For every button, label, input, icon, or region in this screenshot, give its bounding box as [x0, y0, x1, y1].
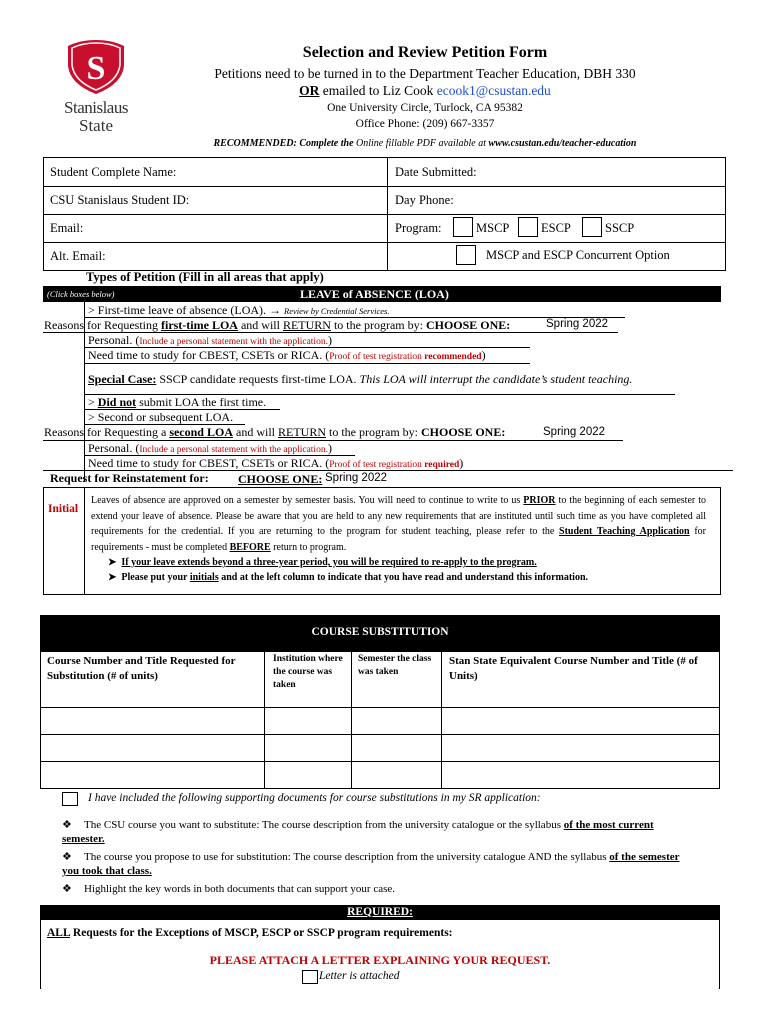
date-submitted-field[interactable]: Date Submitted:	[395, 165, 477, 179]
doc-item-1: ❖ The CSU course you want to substitute: The course description from the university catalogue or the syllabus of the most current semester.	[62, 819, 654, 845]
types-title: Types of Petition (Fill in all areas that apply)	[86, 270, 324, 284]
arrow-right-icon: →	[269, 303, 282, 317]
sscp-checkbox[interactable]	[582, 217, 602, 237]
concurrent-checkbox[interactable]	[456, 245, 476, 265]
semester-select-3[interactable]: Spring 2022	[325, 472, 388, 484]
click-boxes-note: (Click boxes below)	[47, 289, 115, 299]
course-col-header-4: Stan State Equivalent Course Number and Title (# of Units)	[449, 655, 698, 682]
personal-reason-option[interactable]: Personal. (Include a personal statement with the application.)	[88, 333, 332, 347]
doc-item-3: ❖ Highlight the key words in both documents that can support your case.	[62, 883, 395, 895]
header-email-line	[150, 83, 700, 99]
address: One University Circle, Turlock, CA 95382	[327, 102, 523, 114]
alt-email-field[interactable]: Alt. Email:	[50, 249, 106, 263]
email-text: emailed to Liz Cook	[319, 83, 437, 98]
course-col-header-1: Course Number and Title Requested for Substitution (# of units)	[47, 655, 236, 682]
mscp-checkbox[interactable]	[453, 217, 473, 237]
course-row-3[interactable]	[41, 762, 719, 788]
letter-attached-checkbox[interactable]	[302, 970, 318, 984]
email-field[interactable]: Email:	[50, 221, 84, 235]
reinstatement-choose: CHOOSE ONE:	[238, 472, 323, 486]
doc-item-2: ❖ The course you propose to use for substitution: The course description from the university catalogue AND the syllabus of the semester you took that class.	[62, 851, 680, 877]
semester-select-1[interactable]: Spring 2022	[546, 318, 609, 330]
diamond-bullet-icon: ❖	[62, 883, 72, 895]
required-header: REQUIRED:	[347, 906, 413, 918]
svg-text:S: S	[86, 50, 106, 87]
diamond-bullet-icon: ❖	[62, 851, 72, 863]
did-not-submit-option[interactable]: > Did not submit LOA the first time.	[88, 395, 267, 409]
bullet-three-year: ➤ If your leave extends beyond a three-year period, you will be required to re-apply to the program.	[108, 557, 537, 568]
student-name-field[interactable]: Student Complete Name:	[50, 165, 177, 179]
form-title: Selection and Review Petition Form	[302, 44, 548, 61]
course-col-header-2: Institution where the course was taken	[273, 654, 343, 690]
day-phone-field[interactable]: Day Phone:	[395, 193, 454, 207]
attach-letter-notice: PLEASE ATTACH A LETTER EXPLAINING YOUR REQUEST.	[209, 953, 551, 967]
program-label: Program:	[395, 221, 442, 235]
loa-header: LEAVE of ABSENCE (LOA)	[300, 287, 449, 301]
email-link[interactable]: ecook1@csustan.edu	[436, 83, 551, 98]
reasons-first-time: Reasons for Requesting first-time LOA and will RETURN to the program by: CHOOSE ONE:	[44, 318, 511, 332]
special-case-option[interactable]: Special Case: SSCP candidate requests first-time LOA. This LOA will interrupt the candidate’s student teaching.	[88, 372, 633, 386]
study-reason-option-1[interactable]: Need time to study for CBEST, CSETs or RICA. (Proof of test registration recommended)	[88, 348, 486, 362]
course-row-1[interactable]	[41, 708, 719, 734]
sscp-label: SSCP	[605, 221, 635, 235]
second-loa-option[interactable]: > Second or subsequent LOA.	[88, 410, 234, 424]
required-all-text: ALL Requests for the Exceptions of MSCP, ESCP or SSCP program requirements:	[47, 927, 453, 939]
or-label: OR	[299, 83, 320, 98]
semester-select-2[interactable]: Spring 2022	[543, 426, 606, 438]
arrow-bullet-icon: ➤	[108, 572, 122, 583]
course-header: COURSE SUBSTITUTION	[311, 626, 449, 638]
bullet-initials: ➤ Please put your initials and at the left column to indicate that you have read and understand this information.	[108, 572, 589, 583]
supporting-docs-checkbox[interactable]	[62, 792, 78, 806]
arrow-bullet-icon: ➤	[108, 557, 122, 568]
diamond-bullet-icon: ❖	[62, 819, 72, 831]
student-id-field[interactable]: CSU Stanislaus Student ID:	[50, 193, 190, 207]
course-row-2[interactable]	[41, 735, 719, 761]
escp-checkbox[interactable]	[518, 217, 538, 237]
letter-attached-label: Letter is attached	[319, 970, 400, 982]
mscp-label: MSCP	[476, 221, 510, 235]
supporting-docs-label: I have included the following supporting documents for course substitutions in my SR application:	[88, 792, 541, 804]
logo-text-line1: Stanislaus	[64, 98, 128, 117]
website-link[interactable]: www.csustan.edu/teacher-education	[488, 138, 637, 149]
concurrent-label: MSCP and ESCP Concurrent Option	[486, 248, 670, 262]
course-col-header-3: Semester the class was taken	[358, 654, 432, 677]
first-time-loa-option[interactable]: > First-time leave of absence (LOA). → Review by Credential Services.	[88, 303, 390, 317]
initial-field[interactable]: Initial	[48, 503, 79, 515]
personal-reason-option-2[interactable]: Personal. (Include a personal statement with the application.)	[88, 441, 332, 455]
university-logo	[56, 36, 136, 136]
study-reason-option-2[interactable]: Need time to study for CBEST, CSETs or RICA. (Proof of test registration required)	[88, 456, 464, 470]
office-phone: Office Phone: (209) 667-3357	[355, 118, 495, 130]
header-instructions: Petitions need to be turned in to the Department Teacher Education, DBH 330	[214, 66, 636, 81]
reinstatement-label: Request for Reinstatement for:	[50, 471, 209, 485]
loa-policy-text: Leaves of absence are approved on a semester by semester basis. You will need to continue to write to us PRIOR to the beginning of each semester to extend your leave of absence. Please be aware that you are held to any new requirements that are instituted until such time as you have completed all requirements for the credential. If you are returning to the program for student teaching, please refer to the Student Teaching Application for requirements - must be completed BEFORE return to program.	[91, 495, 706, 553]
reasons-second: Reasons for Requesting a second LOA and will RETURN to the program by: CHOOSE ONE:	[44, 425, 506, 439]
shield-icon	[56, 36, 136, 98]
logo-text-line2: State	[79, 116, 113, 135]
escp-label: ESCP	[541, 221, 571, 235]
recommended-note: RECOMMENDED: Complete the Online fillable PDF available at www.csustan.edu/teacher-education	[213, 138, 637, 149]
